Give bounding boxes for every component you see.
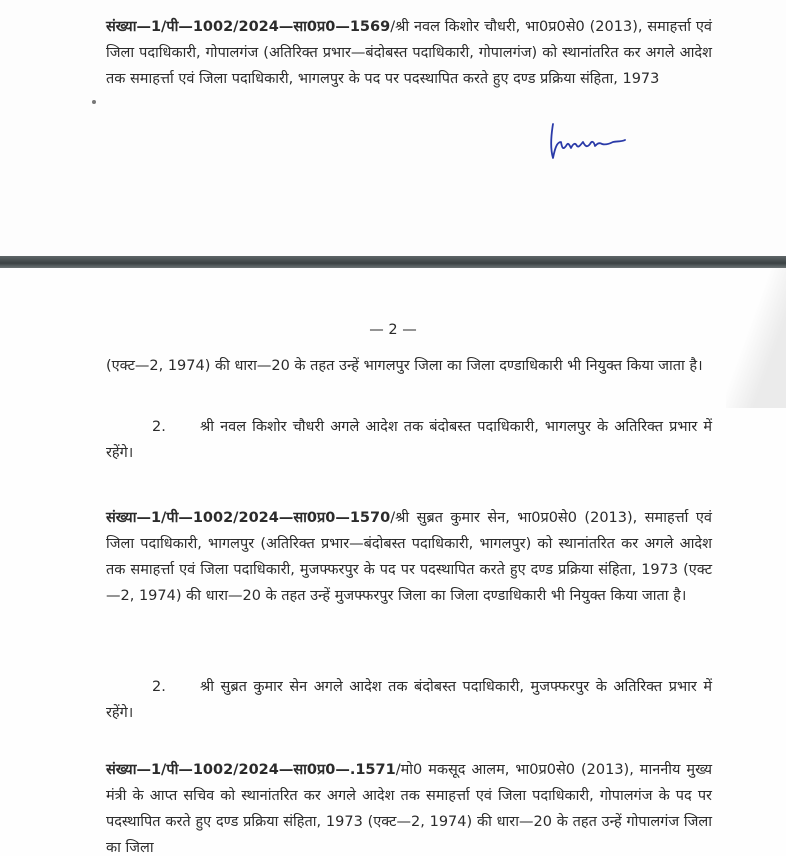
page-fold-shadow xyxy=(726,268,786,408)
order-1571-text: /मो0 मकसूद आलम, भा0प्र0से0 (2013), माननीय मुख्य मंत्री के आप्त सचिव को स्थानांतरित कर अगले आदेश तक समाहर्त्ता एवं जिला पदाधिकारी, गोपालगंज के पद पर पदस्थापित करते हुए दण्ड प्रक्रिया संहिता, 1973 (एक्ट—2, 1974) की धारा—20 के तहत उन्हें गोपालगंज जिला का जिला xyxy=(106,762,712,856)
scan-speck xyxy=(92,100,96,104)
signature-icon xyxy=(545,118,635,164)
point-2-paragraph xyxy=(106,674,712,726)
order-1569-ref-number: संख्या—1/पी—1002/2024—सा0प्र0—1569 xyxy=(106,19,391,35)
point-2-text: श्री सुब्रत कुमार सेन अगले आदेश तक बंदोबस्त पदाधिकारी, मुजफ्फरपुर के अतिरिक्त प्रभार में रहेंगे। xyxy=(106,679,712,721)
continuation-paragraph: (एक्ट—2, 1974) की धारा—20 के तहत उन्हें भागलपुर जिला का जिला दण्डाधिकारी भी नियुक्त किया जाता है। xyxy=(106,358,703,374)
order-1571-paragraph xyxy=(106,757,712,861)
order-1569-text: /श्री नवल किशोर चौधरी, भा0प्र0से0 (2013), समाहर्त्ता एवं जिला पदाधिकारी, गोपालगंज (अतिरिक्त प्रभार—बंदोबस्त पदाधिकारी, गोपालगंज) को स्थानांतरित कर अगले आदेश तक समाहर्त्ता एवं जिला पदाधिकारी, भागलपुर के पद पर पदस्थापित करते हुए दण्ड प्रक्रिया संहिता, 1973 xyxy=(106,19,712,87)
point-1-paragraph xyxy=(106,414,712,466)
order-1570-ref-number: संख्या—1/पी—1002/2024—सा0प्र0—1570 xyxy=(106,510,391,526)
page-divider xyxy=(0,256,786,268)
point-1-number: 2. xyxy=(152,419,166,435)
order-1569-paragraph xyxy=(106,14,712,92)
order-1571-ref-number: संख्या—1/पी—1002/2024—सा0प्र0—.1571 xyxy=(106,762,396,778)
point-1-text: श्री नवल किशोर चौधरी अगले आदेश तक बंदोबस्त पदाधिकारी, भागलपुर के अतिरिक्त प्रभार में रहेंगे। xyxy=(106,419,712,461)
order-1570-paragraph xyxy=(106,505,712,609)
page-number: — 2 — xyxy=(369,322,417,338)
order-1570-text: /श्री सुब्रत कुमार सेन, भा0प्र0से0 (2013), समाहर्त्ता एवं जिला पदाधिकारी, भागलपुर (अतिरिक्त प्रभार—बंदोबस्त पदाधिकारी, भागलपुर) को स्थानांतरित कर अगले आदेश तक समाहर्त्ता एवं जिला पदाधिकारी, मुजफ्फरपुर के पद पर पदस्थापित करते हुए दण्ड प्रक्रिया संहिता, 1973 (एक्ट—2, 1974) की धारा—20 के तहत उन्हें मुजफ्फरपुर जिला का जिला दण्डाधिकारी भी नियुक्त किया जाता है। xyxy=(106,510,712,604)
point-2-number: 2. xyxy=(152,679,166,695)
document-page-top xyxy=(0,0,786,256)
